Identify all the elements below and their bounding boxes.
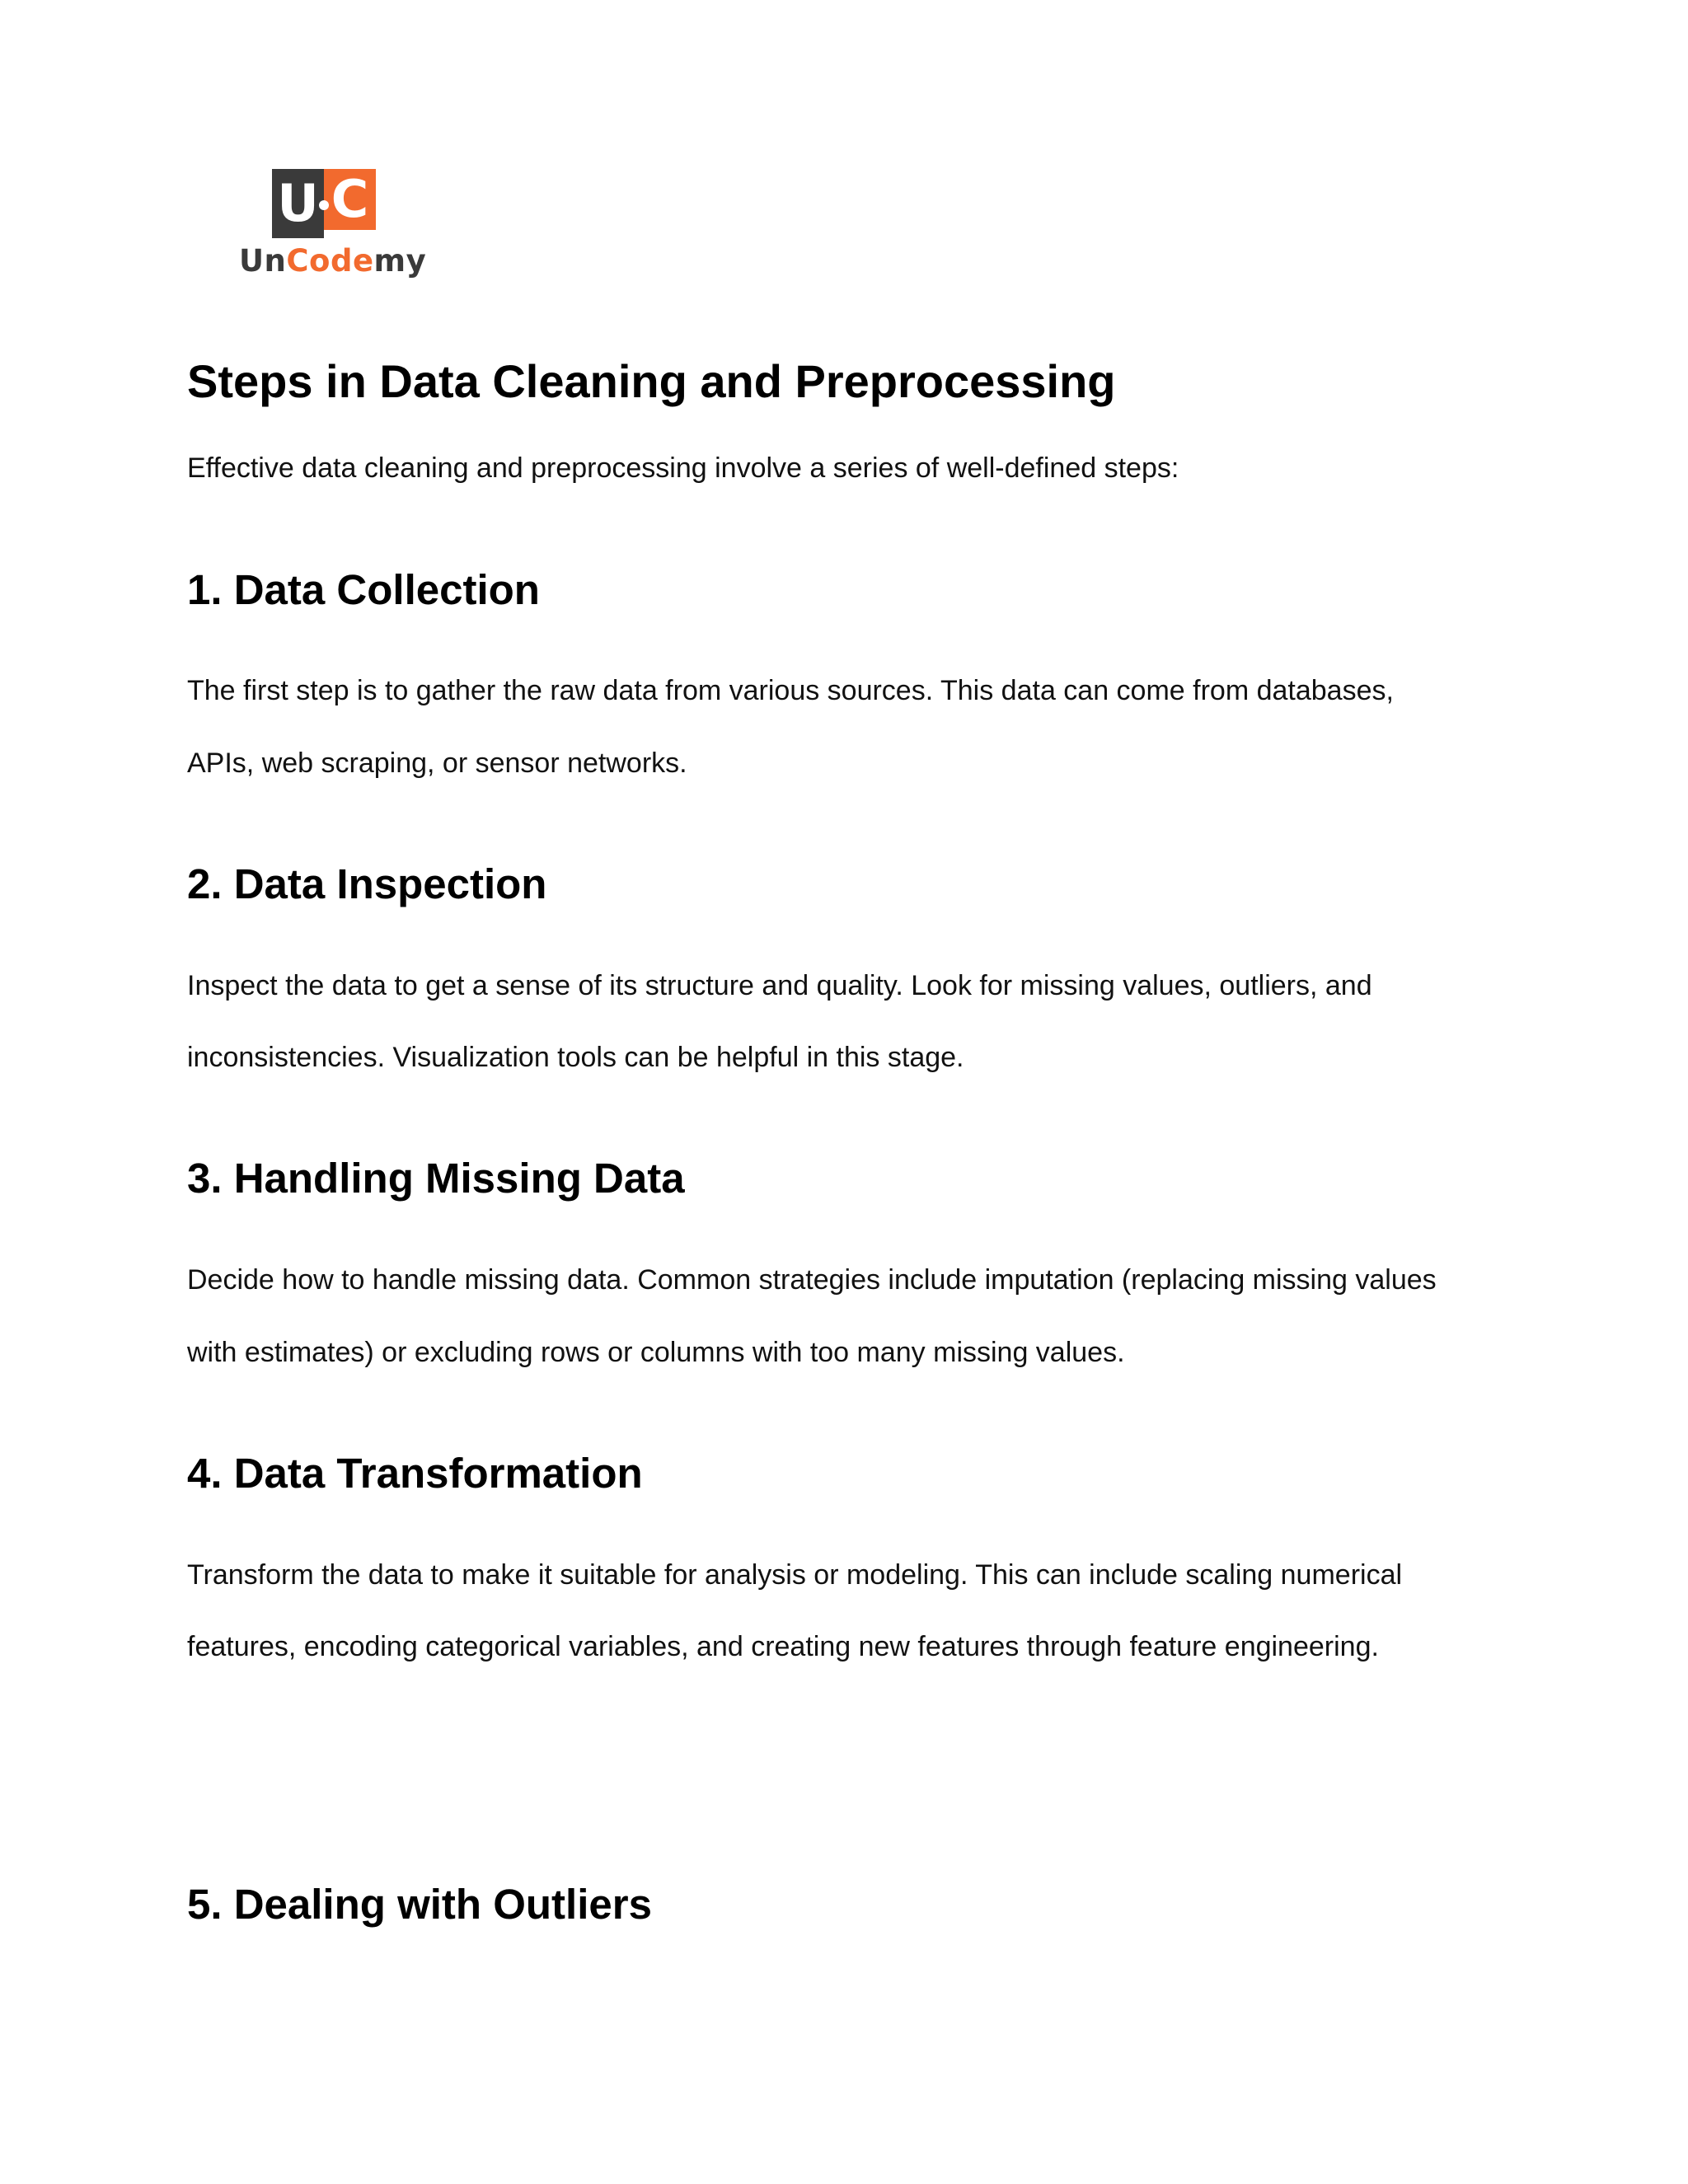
logo-mark-c: C bbox=[324, 169, 376, 230]
section-text-line: with estimates) or excluding rows or columns with too many missing values. bbox=[187, 1337, 1125, 1368]
uncodemy-logo bbox=[239, 169, 427, 280]
section-text-line: APIs, web scraping, or sensor networks. bbox=[187, 748, 687, 779]
section-heading-handling-missing-data: 3. Handling Missing Data bbox=[187, 1155, 685, 1202]
logo-dot bbox=[319, 200, 329, 210]
section-text-line: features, encoding categorical variables, and creating new features through feature engineering. bbox=[187, 1631, 1379, 1662]
section-text-line: Transform the data to make it suitable for analysis or modeling. This can include scaling numerical bbox=[187, 1559, 1403, 1591]
section-text-line: The first step is to gather the raw data from various sources. This data can come from databases, bbox=[187, 675, 1394, 706]
logo-word-my: my bbox=[373, 243, 427, 279]
logo-wordmark bbox=[239, 243, 427, 279]
section-heading-data-collection: 1. Data Collection bbox=[187, 566, 540, 613]
logo-word-code: Code bbox=[286, 243, 374, 279]
section-text-line: inconsistencies. Visualization tools can be helpful in this stage. bbox=[187, 1042, 964, 1073]
section-text-line: Inspect the data to get a sense of its structure and quality. Look for missing values, outliers, and bbox=[187, 970, 1372, 1001]
section-text-line: Decide how to handle missing data. Common strategies include imputation (replacing missing values bbox=[187, 1264, 1437, 1296]
section-heading-data-transformation: 4. Data Transformation bbox=[187, 1450, 643, 1497]
intro-paragraph: Effective data cleaning and preprocessing involve a series of well-defined steps: bbox=[187, 452, 1179, 484]
logo-mark bbox=[272, 169, 376, 238]
section-heading-data-inspection: 2. Data Inspection bbox=[187, 860, 547, 907]
page-title: Steps in Data Cleaning and Preprocessing bbox=[187, 355, 1116, 407]
logo-mark-u: U bbox=[272, 169, 324, 238]
logo-word-un: Un bbox=[239, 243, 287, 279]
section-heading-dealing-with-outliers: 5. Dealing with Outliers bbox=[187, 1881, 652, 1928]
